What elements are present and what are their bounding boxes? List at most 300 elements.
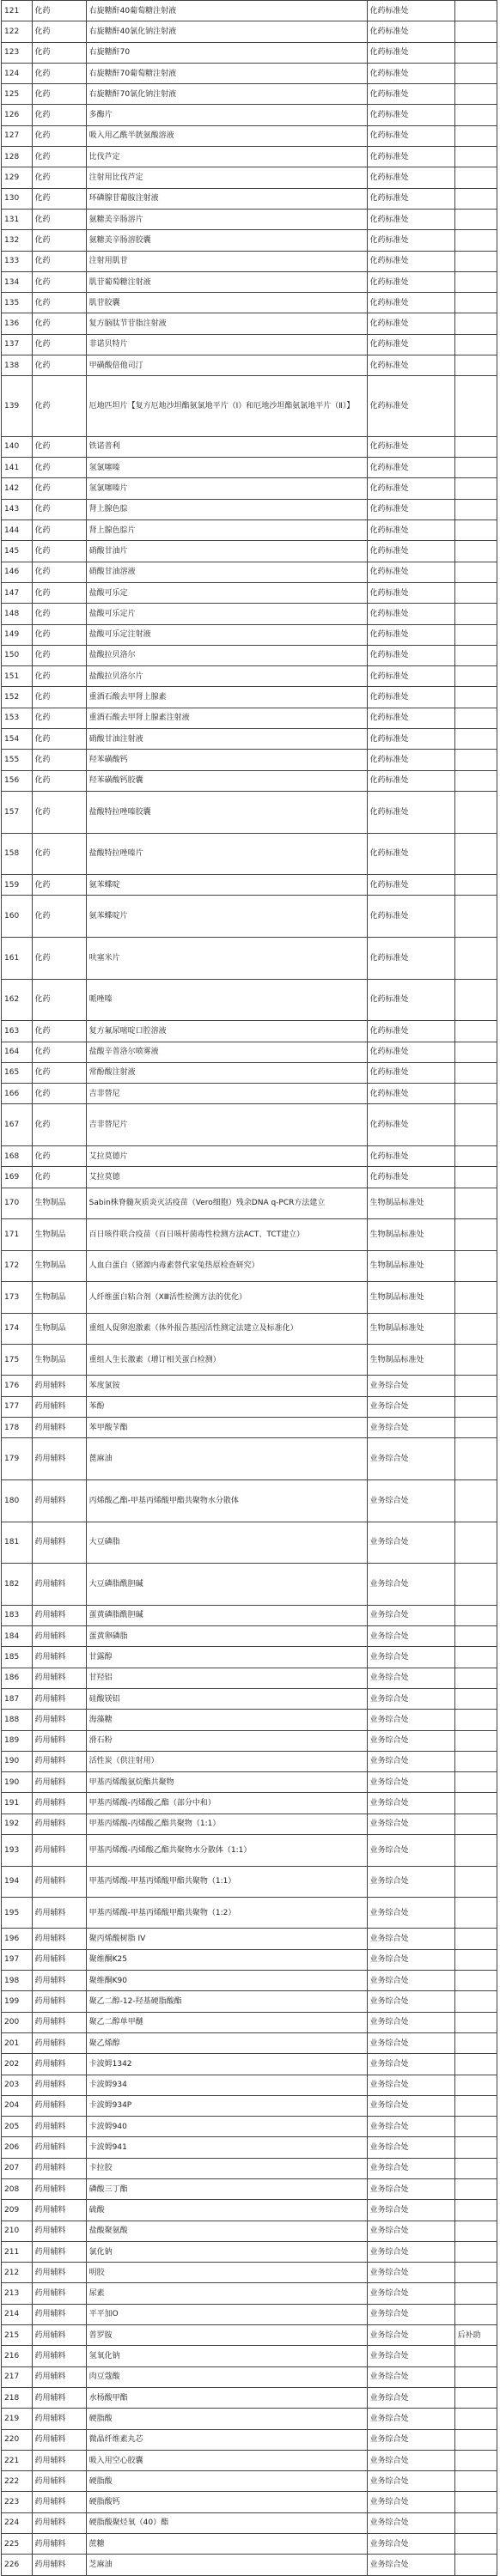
- row-number: 125: [2, 84, 33, 105]
- responsible-dept-cell: 生物制品标准处: [367, 1250, 454, 1281]
- row-number: 123: [2, 42, 33, 63]
- project-name-cell: 硝酸甘油注射液: [86, 729, 367, 750]
- table-row: [2, 1418, 497, 1438]
- table-row: [2, 1376, 497, 1396]
- category-cell: 化药: [32, 1042, 86, 1062]
- project-name-cell: 盐酸可乐定注射液: [86, 624, 367, 645]
- table-row: [2, 2429, 497, 2450]
- project-name-cell: 羟苯磺酸钙: [86, 750, 367, 770]
- row-number: 207: [2, 2158, 33, 2178]
- row-number: 160: [2, 896, 33, 938]
- row-number: 156: [2, 770, 33, 791]
- row-number: 127: [2, 125, 33, 146]
- category-cell: 药用辅料: [32, 1835, 86, 1866]
- category-cell: 化药: [32, 313, 86, 334]
- category-cell: 药用辅料: [32, 1626, 86, 1647]
- table-row: [2, 896, 497, 938]
- project-name-cell: 肾上腺色腙片: [86, 520, 367, 541]
- category-cell: 化药: [32, 896, 86, 938]
- row-number: 210: [2, 2221, 33, 2241]
- responsible-dept-cell: 业务综合处: [367, 1751, 454, 1771]
- responsible-dept-cell: 业务综合处: [367, 2158, 454, 2178]
- table-row: [2, 2283, 497, 2304]
- table-row: [2, 478, 497, 499]
- project-name-cell: 甲基丙烯酸-丙烯酸乙酯（部分中和）: [86, 1793, 367, 1814]
- project-name-cell: 吉非替尼: [86, 1084, 367, 1104]
- table-row: [2, 1250, 497, 1281]
- remark-cell: [454, 2429, 497, 2450]
- table-row: [2, 624, 497, 645]
- table-row: [2, 562, 497, 582]
- remark-cell: [454, 21, 497, 42]
- table-row: [2, 1991, 497, 2012]
- table-row: [2, 1814, 497, 1834]
- row-number: 223: [2, 2492, 33, 2512]
- project-name-cell: 盐酸特拉唑嗪片: [86, 833, 367, 875]
- remark-cell: [454, 2263, 497, 2283]
- row-number: 218: [2, 2387, 33, 2408]
- project-name-cell: 蛋黄磷脂酰胆碱: [86, 1605, 367, 1625]
- remark-cell: [454, 729, 497, 750]
- responsible-dept-cell: 业务综合处: [367, 1730, 454, 1751]
- remark-cell: [454, 293, 497, 313]
- row-number: 181: [2, 1522, 33, 1564]
- row-number: 180: [2, 1479, 33, 1522]
- remark-cell: [454, 520, 497, 541]
- project-name-cell: 右旋糖酐70氯化钠注射液: [86, 84, 367, 105]
- table-row: [2, 1866, 497, 1897]
- table-row: [2, 1188, 497, 1218]
- responsible-dept-cell: 业务综合处: [367, 1564, 454, 1606]
- responsible-dept-cell: 业务综合处: [367, 1605, 454, 1625]
- responsible-dept-cell: 业务综合处: [367, 2366, 454, 2387]
- remark-cell: [454, 355, 497, 376]
- table-row: [2, 1835, 497, 1866]
- responsible-dept-cell: 业务综合处: [367, 1929, 454, 1949]
- remark-cell: [454, 1835, 497, 1866]
- responsible-dept-cell: 业务综合处: [367, 1438, 454, 1480]
- table-row: [2, 2137, 497, 2158]
- row-number: 221: [2, 2450, 33, 2470]
- row-number: 203: [2, 2075, 33, 2095]
- category-cell: 化药: [32, 791, 86, 833]
- table-body: [2, 1, 497, 2576]
- table-row: [2, 1084, 497, 1104]
- project-name-cell: Sabin株脊髓灰质炎灭活疫苗（Vero细胞）残余DNA q-PCR方法建立: [86, 1188, 367, 1218]
- responsible-dept-cell: 业务综合处: [367, 2075, 454, 2095]
- table-row: [2, 645, 497, 665]
- remark-cell: [454, 562, 497, 582]
- row-number: 165: [2, 1062, 33, 1083]
- project-name-cell: 人血白蛋白（猪源内毒素替代家兔热原检查研究）: [86, 1250, 367, 1281]
- table-row: [2, 1710, 497, 1730]
- category-cell: 药用辅料: [32, 1668, 86, 1688]
- category-cell: 药用辅料: [32, 2137, 86, 2158]
- responsible-dept-cell: 化药标准处: [367, 562, 454, 582]
- remark-cell: [454, 1730, 497, 1751]
- project-name-cell: 多酶片: [86, 105, 367, 125]
- table-row: [2, 2241, 497, 2262]
- category-cell: 药用辅料: [32, 1772, 86, 1793]
- remark-cell: [454, 938, 497, 980]
- row-number: 193: [2, 1835, 33, 1866]
- category-cell: 药用辅料: [32, 1564, 86, 1606]
- category-cell: 化药: [32, 458, 86, 478]
- remark-cell: [454, 334, 497, 355]
- row-number: 129: [2, 167, 33, 188]
- project-name-cell: 磷酸三丁酯: [86, 2179, 367, 2200]
- project-name-cell: 吉非替尼片: [86, 1104, 367, 1146]
- project-name-cell: 硅酸镁铝: [86, 1688, 367, 1709]
- table-row: [2, 271, 497, 292]
- category-cell: 化药: [32, 1021, 86, 1042]
- responsible-dept-cell: 化药标准处: [367, 520, 454, 541]
- remark-cell: [454, 1668, 497, 1688]
- row-number: 147: [2, 582, 33, 603]
- project-name-cell: 重酒石酸去甲肾上腺素: [86, 687, 367, 708]
- responsible-dept-cell: 化药标准处: [367, 938, 454, 980]
- row-number: 121: [2, 1, 33, 21]
- table-row: [2, 209, 497, 229]
- table-row: [2, 2095, 497, 2116]
- table-row: [2, 1104, 497, 1146]
- responsible-dept-cell: 化药标准处: [367, 188, 454, 209]
- row-number: 194: [2, 1866, 33, 1897]
- category-cell: 药用辅料: [32, 1991, 86, 2012]
- row-number: 216: [2, 2346, 33, 2366]
- project-name-cell: 盐酸拉贝洛尔: [86, 645, 367, 665]
- responsible-dept-cell: 业务综合处: [367, 1626, 454, 1647]
- row-number: 200: [2, 2012, 33, 2032]
- table-row: [2, 2075, 497, 2095]
- project-name-cell: 注射用肌苷: [86, 251, 367, 271]
- category-cell: 化药: [32, 1084, 86, 1104]
- project-name-cell: 盐酸特拉唑嗪胶囊: [86, 791, 367, 833]
- remark-cell: [454, 2346, 497, 2366]
- row-number: 187: [2, 1688, 33, 1709]
- table-row: [2, 1219, 497, 1250]
- remark-cell: [454, 478, 497, 499]
- table-row: [2, 770, 497, 791]
- remark-cell: [454, 1146, 497, 1167]
- responsible-dept-cell: 化药标准处: [367, 1042, 454, 1062]
- project-name-cell: 大豆磷脂酰胆碱: [86, 1564, 367, 1606]
- remark-cell: [454, 147, 497, 167]
- table-row: [2, 582, 497, 603]
- table-row: [2, 750, 497, 770]
- category-cell: 药用辅料: [32, 2012, 86, 2032]
- table-row: [2, 2054, 497, 2075]
- row-number: 211: [2, 2241, 33, 2262]
- row-number: 134: [2, 271, 33, 292]
- responsible-dept-cell: 化药标准处: [367, 42, 454, 63]
- project-name-cell: 人纤维蛋白粘合剂（ⅩⅢ活性检测方法的优化）: [86, 1282, 367, 1313]
- table-row: [2, 2032, 497, 2053]
- table-row: [2, 2263, 497, 2283]
- remark-cell: [454, 875, 497, 896]
- category-cell: 药用辅料: [32, 2366, 86, 2387]
- row-number: 182: [2, 1564, 33, 1606]
- category-cell: 药用辅料: [32, 2429, 86, 2450]
- table-row: [2, 979, 497, 1021]
- project-name-cell: 呋塞米片: [86, 938, 367, 980]
- responsible-dept-cell: 业务综合处: [367, 2283, 454, 2304]
- project-name-cell: 芝麻油: [86, 2555, 367, 2575]
- remark-cell: [454, 2555, 497, 2575]
- category-cell: 生物制品: [32, 1313, 86, 1344]
- row-number: 143: [2, 499, 33, 519]
- category-cell: 化药: [32, 729, 86, 750]
- remark-cell: [454, 1949, 497, 1970]
- responsible-dept-cell: 化药标准处: [367, 1104, 454, 1146]
- project-name-cell: 氢氯噻嗪片: [86, 478, 367, 499]
- table-row: [2, 2346, 497, 2366]
- category-cell: 药用辅料: [32, 2032, 86, 2053]
- table-row: [2, 687, 497, 708]
- category-cell: 化药: [32, 708, 86, 728]
- responsible-dept-cell: 业务综合处: [367, 1647, 454, 1668]
- project-name-cell: 吸入用空心胶囊: [86, 2450, 367, 2470]
- remark-cell: [454, 750, 497, 770]
- category-cell: 生物制品: [32, 1250, 86, 1281]
- responsible-dept-cell: 业务综合处: [367, 2032, 454, 2053]
- project-name-cell: 肌苷葡萄糖注射液: [86, 271, 367, 292]
- responsible-dept-cell: 生物制品标准处: [367, 1313, 454, 1344]
- row-number: 122: [2, 21, 33, 42]
- remark-cell: [454, 1605, 497, 1625]
- table-row: [2, 1438, 497, 1480]
- remark-cell: [454, 1814, 497, 1834]
- responsible-dept-cell: 业务综合处: [367, 2387, 454, 2408]
- category-cell: 药用辅料: [32, 2054, 86, 2075]
- row-number: 209: [2, 2200, 33, 2221]
- remark-cell: [454, 1793, 497, 1814]
- category-cell: 药用辅料: [32, 1814, 86, 1834]
- project-name-cell: 氨糖美辛肠溶片: [86, 209, 367, 229]
- row-number: 128: [2, 147, 33, 167]
- row-number: 224: [2, 2512, 33, 2533]
- responsible-dept-cell: 化药标准处: [367, 105, 454, 125]
- responsible-dept-cell: 业务综合处: [367, 2450, 454, 2470]
- row-number: 199: [2, 1991, 33, 2012]
- table-row: [2, 1146, 497, 1167]
- table-row: [2, 2450, 497, 2470]
- table-row: [2, 1626, 497, 1647]
- category-cell: 化药: [32, 541, 86, 562]
- row-number: 183: [2, 1605, 33, 1625]
- project-name-cell: 大豆磷脂: [86, 1522, 367, 1564]
- remark-cell: [454, 2366, 497, 2387]
- remark-cell: [454, 2512, 497, 2533]
- project-name-cell: 重酒石酸去甲肾上腺素注射液: [86, 708, 367, 728]
- category-cell: 药用辅料: [32, 1866, 86, 1897]
- responsible-dept-cell: 化药标准处: [367, 1021, 454, 1042]
- responsible-dept-cell: 业务综合处: [367, 1897, 454, 1928]
- category-cell: 化药: [32, 833, 86, 875]
- table-row: [2, 2117, 497, 2137]
- responsible-dept-cell: 化药标准处: [367, 687, 454, 708]
- responsible-dept-cell: 化药标准处: [367, 729, 454, 750]
- row-number: 217: [2, 2366, 33, 2387]
- table-row: [2, 1605, 497, 1625]
- remark-cell: [454, 2032, 497, 2053]
- responsible-dept-cell: 化药标准处: [367, 1167, 454, 1188]
- project-name-cell: 常酚酸注射液: [86, 1062, 367, 1083]
- project-name-cell: 甲基丙烯酸-丙烯酸乙酯共聚物水分散体（1:1）: [86, 1835, 367, 1866]
- category-cell: 化药: [32, 1146, 86, 1167]
- row-number: 132: [2, 230, 33, 251]
- project-name-cell: 甲基丙烯酸-甲基丙烯酸甲酯共聚物（1:1）: [86, 1866, 367, 1897]
- responsible-dept-cell: 化药标准处: [367, 167, 454, 188]
- remark-cell: [454, 1751, 497, 1771]
- remark-cell: [454, 2179, 497, 2200]
- row-number: 136: [2, 313, 33, 334]
- responsible-dept-cell: 化药标准处: [367, 125, 454, 146]
- responsible-dept-cell: 业务综合处: [367, 2117, 454, 2137]
- row-number: 130: [2, 188, 33, 209]
- row-number: 158: [2, 833, 33, 875]
- remark-cell: [454, 1971, 497, 1991]
- remark-cell: [454, 896, 497, 938]
- category-cell: 化药: [32, 105, 86, 125]
- responsible-dept-cell: 业务综合处: [367, 1814, 454, 1834]
- project-name-cell: 右旋糖酐40氯化钠注射液: [86, 21, 367, 42]
- responsible-dept-cell: 业务综合处: [367, 1991, 454, 2012]
- category-cell: 化药: [32, 875, 86, 896]
- remark-cell: [454, 1021, 497, 1042]
- row-number: 161: [2, 938, 33, 980]
- remark-cell: [454, 2221, 497, 2241]
- row-number: 186: [2, 1668, 33, 1688]
- project-name-cell: 哌唑嗪: [86, 979, 367, 1021]
- responsible-dept-cell: 业务综合处: [367, 1772, 454, 1793]
- project-name-cell: 甲磺酸倍他司汀: [86, 355, 367, 376]
- responsible-dept-cell: 业务综合处: [367, 1396, 454, 1417]
- category-cell: 化药: [32, 42, 86, 63]
- row-number: 205: [2, 2117, 33, 2137]
- row-number: 197: [2, 1949, 33, 1970]
- category-cell: 药用辅料: [32, 1710, 86, 1730]
- responsible-dept-cell: 业务综合处: [367, 1866, 454, 1897]
- remark-cell: [454, 1564, 497, 1606]
- responsible-dept-cell: 业务综合处: [367, 1949, 454, 1970]
- category-cell: 药用辅料: [32, 1418, 86, 1438]
- row-number: 150: [2, 645, 33, 665]
- row-number: 131: [2, 209, 33, 229]
- project-name-cell: 卡波姆940: [86, 2117, 367, 2137]
- row-number: 225: [2, 2534, 33, 2555]
- project-name-cell: 盐酸可乐定: [86, 582, 367, 603]
- row-number: 153: [2, 708, 33, 728]
- remark-cell: [454, 582, 497, 603]
- row-number: 174: [2, 1313, 33, 1344]
- remark-cell: [454, 376, 497, 437]
- row-number: 208: [2, 2179, 33, 2200]
- table-row: [2, 2304, 497, 2324]
- responsible-dept-cell: 化药标准处: [367, 666, 454, 687]
- row-number: 149: [2, 624, 33, 645]
- responsible-dept-cell: 化药标准处: [367, 436, 454, 457]
- remark-cell: [454, 63, 497, 83]
- remark-cell: [454, 2409, 497, 2429]
- row-number: 173: [2, 1282, 33, 1313]
- category-cell: 化药: [32, 750, 86, 770]
- responsible-dept-cell: 化药标准处: [367, 1, 454, 21]
- remark-cell: [454, 271, 497, 292]
- table-row: [2, 1751, 497, 1771]
- project-name-cell: 硬脂酸聚烃氧（40）酯: [86, 2512, 367, 2533]
- row-number: 170: [2, 1188, 33, 1218]
- project-name-cell: 盐酸可乐定片: [86, 604, 367, 624]
- remark-cell: [454, 230, 497, 251]
- remark-cell: [454, 2137, 497, 2158]
- category-cell: 化药: [32, 21, 86, 42]
- table-row: [2, 2012, 497, 2032]
- responsible-dept-cell: 业务综合处: [367, 1835, 454, 1866]
- project-name-cell: 硬脂酸: [86, 2471, 367, 2492]
- remark-cell: [454, 2158, 497, 2178]
- row-number: 226: [2, 2555, 33, 2575]
- project-name-cell: 甲基丙烯酸-甲基丙烯酸甲酯共聚物（1:2）: [86, 1897, 367, 1928]
- project-name-cell: 蓖麻油: [86, 1438, 367, 1480]
- remark-cell: [454, 251, 497, 271]
- row-number: 157: [2, 791, 33, 833]
- responsible-dept-cell: 化药标准处: [367, 645, 454, 665]
- table-row: [2, 666, 497, 687]
- responsible-dept-cell: 生物制品标准处: [367, 1282, 454, 1313]
- project-name-cell: 右旋糖酐40葡萄糖注射液: [86, 1, 367, 21]
- table-row: [2, 1897, 497, 1928]
- responsible-dept-cell: 化药标准处: [367, 293, 454, 313]
- remark-cell: [454, 1710, 497, 1730]
- remark-cell: [454, 1042, 497, 1062]
- table-row: [2, 499, 497, 519]
- category-cell: 化药: [32, 604, 86, 624]
- responsible-dept-cell: 化药标准处: [367, 230, 454, 251]
- row-number: 135: [2, 293, 33, 313]
- category-cell: 化药: [32, 1104, 86, 1146]
- remark-cell: [454, 1282, 497, 1313]
- row-number: 220: [2, 2429, 33, 2450]
- table-row: [2, 355, 497, 376]
- remark-cell: [454, 1897, 497, 1928]
- table-row: [2, 2387, 497, 2408]
- category-cell: 化药: [32, 687, 86, 708]
- project-name-cell: 铁诺普利: [86, 436, 367, 457]
- responsible-dept-cell: 化药标准处: [367, 313, 454, 334]
- project-name-cell: 复方氟尿嘧啶口腔溶液: [86, 1021, 367, 1042]
- project-name-cell: 硝酸甘油片: [86, 541, 367, 562]
- project-name-cell: 氨苯蝶啶片: [86, 896, 367, 938]
- remark-cell: [454, 1929, 497, 1949]
- project-name-cell: 硬脂酸钙: [86, 2492, 367, 2512]
- project-name-cell: 苯酚: [86, 1396, 367, 1417]
- row-number: 172: [2, 1250, 33, 1281]
- row-number: 163: [2, 1021, 33, 1042]
- project-name-cell: 尿素: [86, 2283, 367, 2304]
- remark-cell: [454, 2387, 497, 2408]
- category-cell: 药用辅料: [32, 2283, 86, 2304]
- remark-cell: [454, 1062, 497, 1083]
- category-cell: 药用辅料: [32, 1751, 86, 1771]
- project-name-cell: 非诺贝特片: [86, 334, 367, 355]
- remark-cell: [454, 833, 497, 875]
- responsible-dept-cell: 业务综合处: [367, 1668, 454, 1688]
- responsible-dept-cell: 业务综合处: [367, 1710, 454, 1730]
- table-row: [2, 2409, 497, 2429]
- project-name-cell: 卡波姆934: [86, 2075, 367, 2095]
- responsible-dept-cell: 业务综合处: [367, 2346, 454, 2366]
